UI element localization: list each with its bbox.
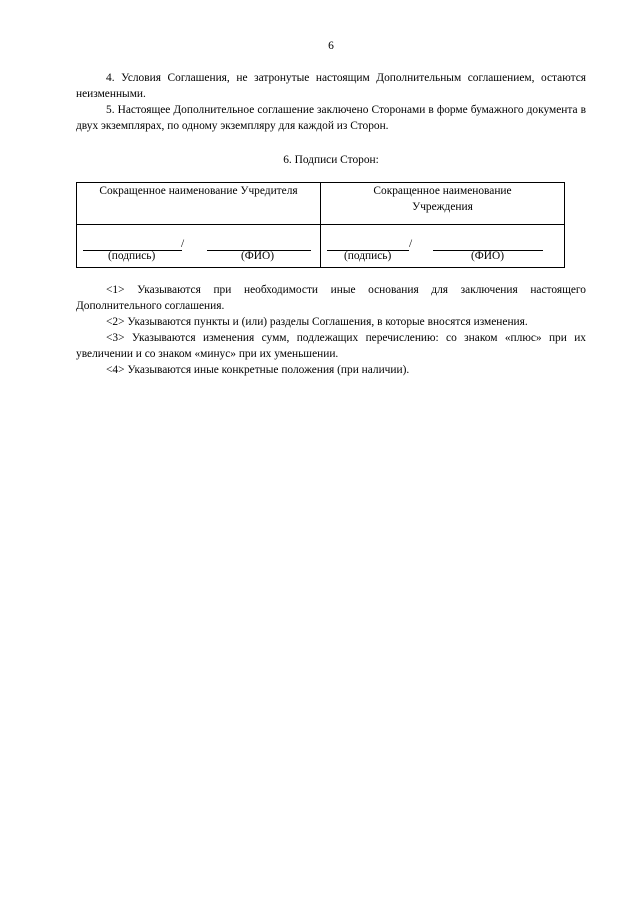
footnotes xyxy=(76,282,586,378)
footnote-1: <1> Указываются при необходимости иные основания для заключения настоящего Дополнительного соглашения. xyxy=(76,284,586,312)
founder-header-cell xyxy=(77,183,321,225)
institution-name-caption: (ФИО) xyxy=(471,250,505,262)
founder-signature-slash: / xyxy=(181,238,185,250)
section-title: 6. Подписи Сторон: xyxy=(283,154,379,166)
footnote-2: <2> Указываются пункты и (или) разделы Соглашения, в которые вносятся изменения. xyxy=(106,316,528,328)
founder-signature-cell xyxy=(77,225,321,268)
footnote-4: <4> Указываются иные конкретные положения (при наличии). xyxy=(106,364,410,376)
founder-name-caption: (ФИО) xyxy=(241,250,275,262)
institution-signature-slash: / xyxy=(409,238,413,250)
founder-header: Сокращенное наименование Учредителя xyxy=(99,185,298,197)
footnote-3: <3> Указываются изменения сумм, подлежащих перечислению: со знаком «плюс» при их увеличении и со знаком «минус» при их уменьшении. xyxy=(76,332,586,360)
institution-signature-cell xyxy=(321,225,565,268)
signatures-table xyxy=(76,182,565,268)
paragraph-4: 4. Условия Соглашения, не затронутые настоящим Дополнительным соглашением, остаются неизменными. xyxy=(76,72,586,100)
institution-header-line1: Сокращенное наименование xyxy=(373,185,512,197)
paragraph-5: 5. Настоящее Дополнительное соглашение заключено Сторонами в форме бумажного документа в двух экземплярах, по одному экземпляру для каждой из Сторон. xyxy=(76,104,586,132)
page-number: 6 xyxy=(328,40,334,52)
founder-signature-caption: (подпись) xyxy=(108,250,156,262)
institution-signature-caption: (подпись) xyxy=(344,250,392,262)
institution-header-line2: Учреждения xyxy=(412,201,473,213)
institution-header-cell xyxy=(321,183,565,225)
